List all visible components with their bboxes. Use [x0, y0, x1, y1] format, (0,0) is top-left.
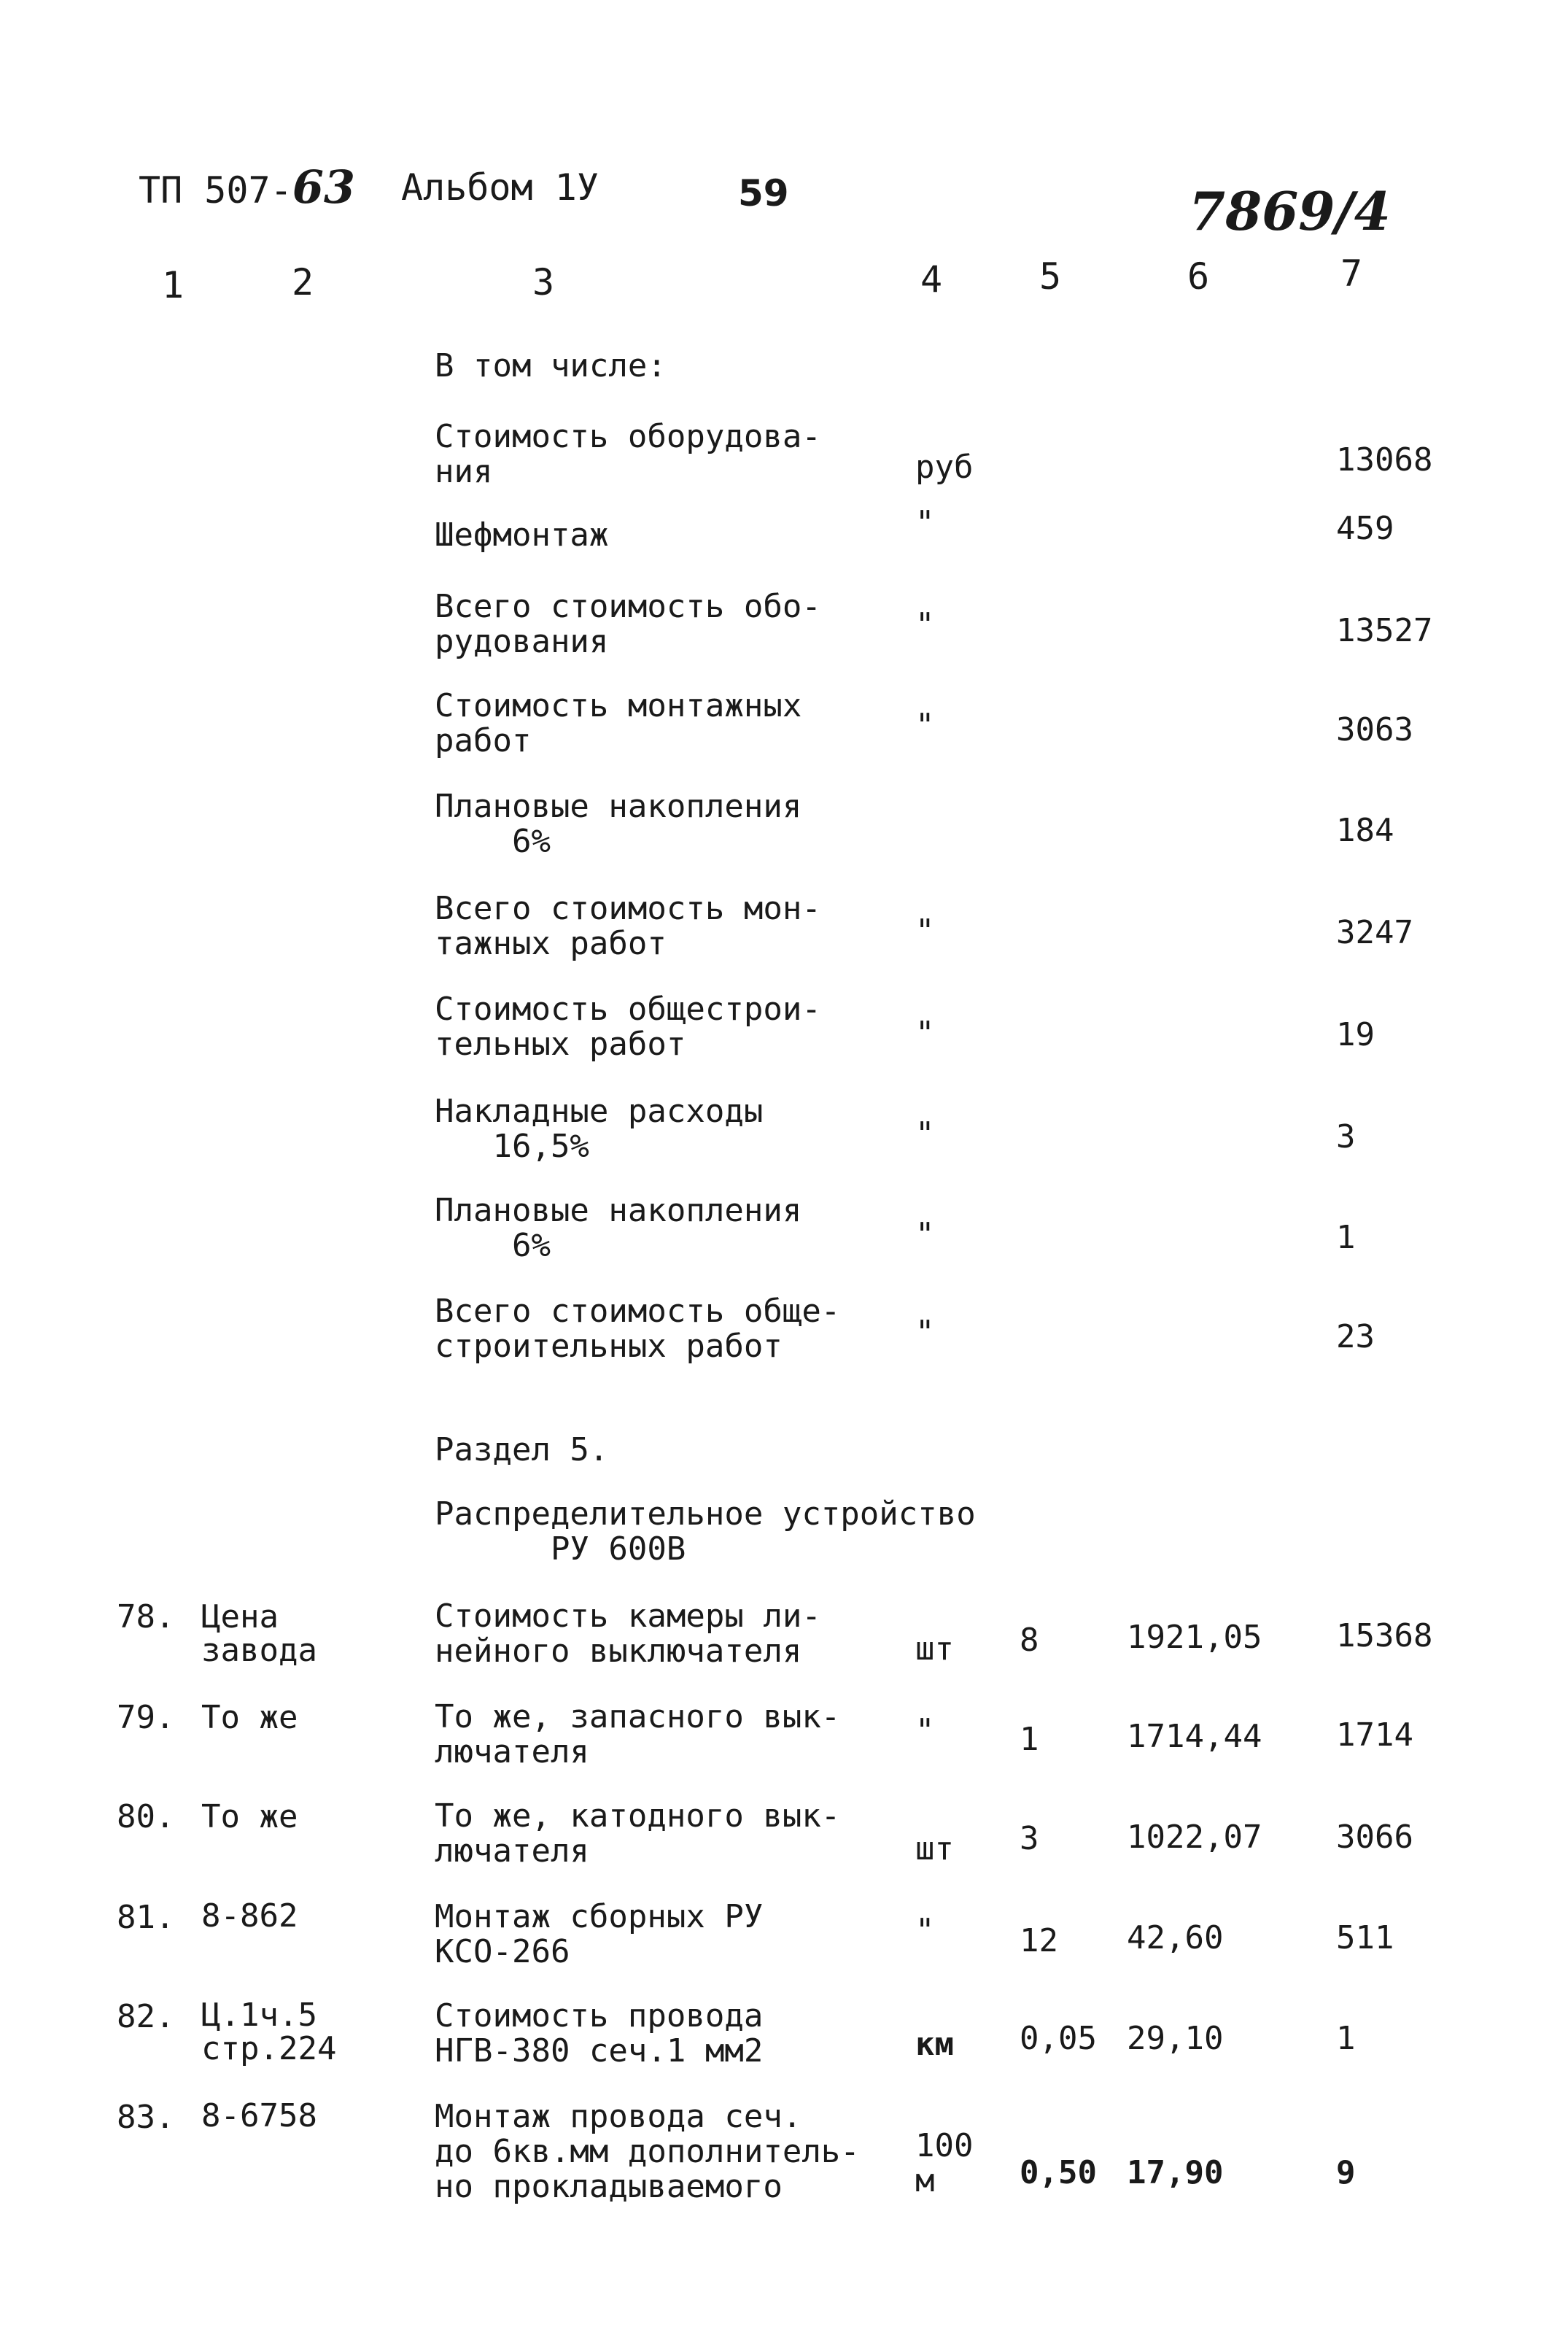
row-total: 3 [1336, 1118, 1356, 1155]
item-price: 1022,07 [1127, 1819, 1262, 1856]
row-label: Стоимость монтажных работ [435, 687, 802, 759]
item-description: То же, катодного вык- лючателя [435, 1797, 841, 1870]
item-description: Стоимость провода НГВ-380 сеч.1 мм2 [435, 1997, 764, 2069]
item-quantity: 0,50 [1020, 2154, 1097, 2191]
item-total: 15368 [1336, 1617, 1433, 1654]
section-title: Раздел 5. [435, 1431, 609, 1468]
row-unit: " [915, 504, 935, 541]
item-price: 1714,44 [1127, 1718, 1262, 1755]
column-number-2: 2 [292, 261, 314, 303]
item-quantity: 0,05 [1020, 2020, 1097, 2057]
row-unit: " [915, 606, 935, 643]
item-basis: Цена завода [201, 1598, 317, 1669]
item-total: 9 [1336, 2154, 1356, 2191]
item-quantity: 8 [1020, 1622, 1039, 1659]
row-label: Стоимость оборудова- ния [435, 418, 821, 490]
item-description: То же, запасного вык- лючателя [435, 1698, 841, 1770]
item-basis: 8-6758 [201, 2097, 317, 2134]
row-label: Всего стоимость обо- рудования [435, 588, 821, 660]
row-label: Всего стоимость обще- строительных работ [435, 1293, 841, 1365]
archive-number: 7869/4 [1189, 180, 1391, 242]
album-label: Альбом 1У [401, 166, 599, 209]
item-number: 78. [117, 1598, 175, 1635]
column-number-4: 4 [920, 258, 943, 301]
item-basis: То же [201, 1798, 298, 1835]
row-total: 184 [1336, 812, 1394, 849]
item-number: 82. [117, 1998, 175, 2035]
item-unit: 100 м [915, 2127, 974, 2199]
item-unit: " [915, 1912, 935, 1949]
row-unit: " [915, 913, 935, 950]
item-price: 1921,05 [1127, 1619, 1262, 1656]
item-description: Монтаж сборных РУ КСО-266 [435, 1898, 764, 1970]
item-price: 42,60 [1127, 1919, 1224, 1956]
item-number: 80. [117, 1798, 175, 1835]
row-total: 459 [1336, 510, 1394, 547]
doc-code-handwritten: 63 [292, 160, 355, 214]
column-number-7: 7 [1340, 252, 1363, 295]
item-quantity: 12 [1020, 1922, 1058, 1959]
row-label: В том числе: [435, 347, 667, 384]
row-total: 13527 [1336, 612, 1433, 649]
row-label: Плановые накопления 6% [435, 788, 802, 860]
row-label: Плановые накопления 6% [435, 1192, 802, 1264]
item-price: 17,90 [1127, 2154, 1224, 2191]
row-label: Стоимость общестрои- тельных работ [435, 991, 821, 1063]
row-unit: " [915, 1314, 935, 1351]
item-price: 29,10 [1127, 2020, 1224, 2057]
item-description: Стоимость камеры ли- нейного выключателя [435, 1598, 821, 1670]
item-number: 79. [117, 1699, 175, 1736]
section-subtitle: Распределительное устройство РУ 600В [435, 1495, 976, 1568]
item-basis: Ц.1ч.5 стр.224 [201, 1997, 337, 2067]
item-total: 1 [1336, 2020, 1356, 2057]
row-total: 13068 [1336, 441, 1433, 479]
row-unit: руб [915, 449, 974, 486]
row-unit: " [915, 1216, 935, 1253]
row-unit: " [915, 1015, 935, 1052]
row-unit: " [915, 707, 935, 744]
column-number-1: 1 [162, 264, 185, 306]
row-unit: " [915, 1115, 935, 1153]
row-total: 3063 [1336, 711, 1413, 748]
column-number-5: 5 [1039, 255, 1062, 298]
item-total: 511 [1336, 1919, 1394, 1956]
row-label: Всего стоимость мон- тажных работ [435, 890, 821, 962]
item-number: 81. [117, 1899, 175, 1936]
item-basis: То же [201, 1699, 298, 1736]
page-number: 59 [738, 172, 789, 214]
item-quantity: 3 [1020, 1820, 1039, 1857]
row-total: 1 [1336, 1219, 1356, 1256]
item-total: 3066 [1336, 1819, 1413, 1856]
column-number-6: 6 [1187, 255, 1210, 298]
doc-code: ТП 507-63 [139, 160, 355, 214]
item-unit: шт [915, 1630, 954, 1668]
item-description: Монтаж провода сеч. до 6кв.мм дополнитель- но прокладываемого [435, 2098, 860, 2205]
item-unit: км [915, 2026, 954, 2063]
item-number: 83. [117, 2099, 175, 2136]
item-total: 1714 [1336, 1716, 1413, 1754]
row-label: Шефмонтаж [435, 516, 609, 554]
item-unit: " [915, 1712, 935, 1749]
row-total: 19 [1336, 1016, 1375, 1053]
item-quantity: 1 [1020, 1721, 1039, 1758]
item-unit: шт [915, 1830, 954, 1867]
row-total: 3247 [1336, 914, 1413, 951]
item-basis: 8-862 [201, 1897, 298, 1935]
column-number-3: 3 [532, 261, 555, 303]
row-total: 23 [1336, 1318, 1375, 1355]
row-label: Накладные расходы 16,5% [435, 1093, 764, 1165]
